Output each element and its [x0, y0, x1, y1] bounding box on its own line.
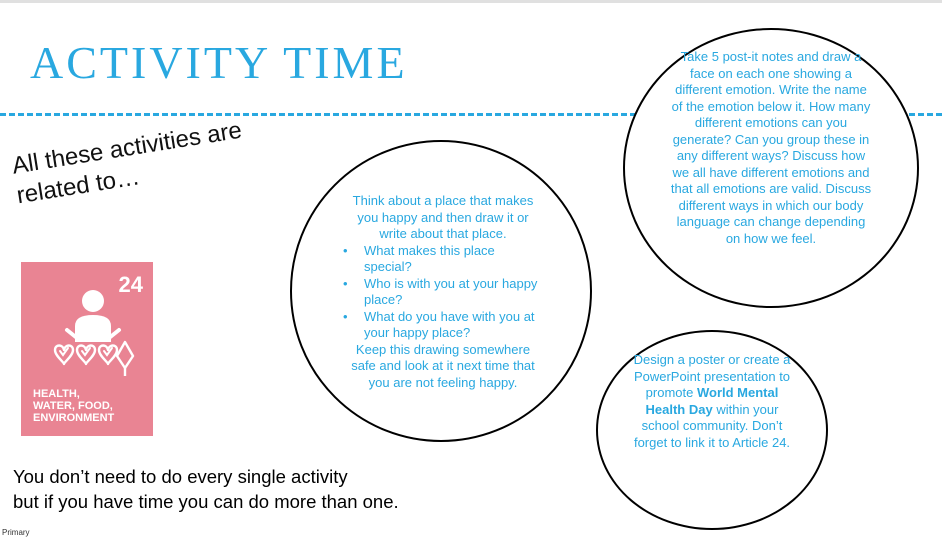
intro-text: All these activities are related to… — [10, 116, 244, 210]
world-mental-health-day: World Mental Health Day — [645, 385, 779, 417]
poster-activity — [632, 352, 792, 451]
sdg-label-line: ENVIRONMENT — [33, 412, 115, 424]
happy-place-outro: Keep this drawing somewhere safe and look at it next time that you are not feeling happy. — [351, 341, 535, 390]
sdg-card — [21, 262, 153, 436]
sdg-number: 24 — [118, 272, 143, 297]
list-item: • Who is with you at your happy place? — [343, 276, 543, 309]
sdg-label-line: WATER, FOOD, — [33, 400, 113, 412]
classification-label: Primary — [2, 528, 30, 537]
top-rule — [0, 0, 942, 3]
happy-place-intro: Think about a place that makes you happy and then draw it or write about that place. — [352, 193, 534, 241]
sdg-label-line: HEALTH, — [33, 388, 80, 400]
child-with-hearts-icon — [21, 282, 153, 382]
list-item: • What makes this place special? — [343, 243, 543, 276]
emotions-activity: Take 5 post-it notes and draw a face on each one showing a different emotion. Write the name of the emotion below it. How many different emotions can you generate? Can you group these in any different ways? Discuss how we all have different emotions and that all emotions are valid. Discuss different ways in which our body language can change depending on how we feel. — [670, 49, 872, 246]
sdg-label — [33, 388, 143, 424]
poster-text-end: within your school community. Don’t forget to link it to Article 24. — [633, 401, 791, 450]
poster-text-start: Design a poster or create a PowerPoint presentation to promote — [633, 352, 791, 400]
footer-note — [13, 464, 399, 514]
happy-place-activity — [343, 193, 543, 391]
footer-line: but if you have time you can do more than one. — [13, 491, 399, 512]
slide-title: ACTIVITY TIME — [30, 37, 408, 88]
happy-place-questions — [343, 243, 543, 342]
footer-line: You don’t need to do every single activity — [13, 466, 348, 487]
list-item: • What do you have with you at your happy place? — [343, 309, 543, 342]
